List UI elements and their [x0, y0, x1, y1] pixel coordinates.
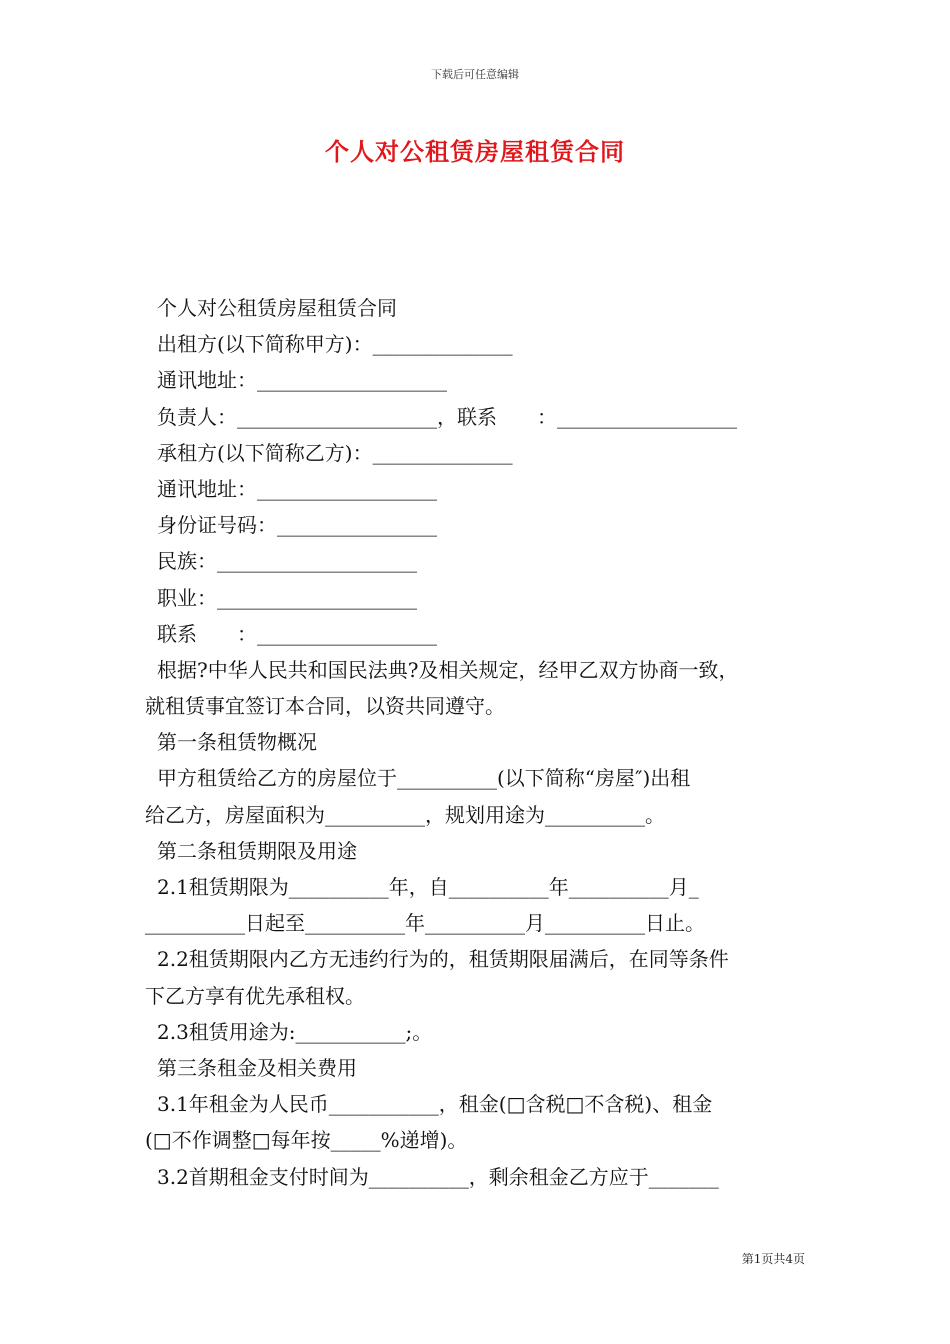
- body-line: 出租方(以下简称甲方)：______________: [157, 332, 513, 357]
- body-line: 个人对公租赁房屋租赁合同: [157, 296, 397, 320]
- document-body: [145, 290, 810, 1195]
- body-line: 2.2租赁期限内乙方无违约行为的，租赁期限届满后，在同等条件: [157, 947, 729, 972]
- body-line: 下乙方享有优先承租权。: [145, 983, 365, 1008]
- body-line: 3.2首期租金支付时间为__________，剩余租金乙方应于_______: [157, 1164, 719, 1189]
- article-heading: 第三条租金及相关费用: [157, 1055, 357, 1080]
- page-number: 第1页共4页: [741, 1252, 805, 1266]
- body-line: 3.1年租金为人民币___________，租金(□含税□不含税)、租金: [157, 1092, 713, 1117]
- body-line: 就租赁事宜签订本合同，以资共同遵守。: [145, 694, 505, 719]
- body-line: 2.1租赁期限为__________年，自__________年__________月_: [157, 875, 699, 899]
- body-line: 负责人：____________________，联系 ：__________________: [157, 404, 737, 429]
- body-line: 根据?中华人民共和国民法典?及相关规定，经甲乙双方协商一致，: [157, 657, 739, 682]
- body-line: 2.3租赁用途为:___________;。: [157, 1019, 433, 1044]
- body-line: 联系 ：__________________: [157, 621, 437, 646]
- body-line: (□不作调整□每年按_____%递增)。: [145, 1128, 468, 1153]
- body-line: 通讯地址：__________________: [157, 476, 437, 501]
- body-line: 通讯地址：___________________: [157, 368, 447, 393]
- article-heading: 第一条租赁物概况: [157, 730, 317, 755]
- article-heading: 第二条租赁期限及用途: [157, 838, 357, 863]
- body-line: 民族：____________________: [157, 549, 417, 574]
- body-line: 甲方租赁给乙方的房屋位于__________(以下简称“房屋″)出租: [157, 766, 691, 791]
- document-title: 个人对公租赁房屋租赁合同: [325, 137, 625, 166]
- body-line: 给乙方，房屋面积为__________，规划用途为__________。: [145, 802, 665, 827]
- body-line: __________日起至__________年__________月__________日止。: [145, 911, 705, 936]
- body-line: 职业：____________________: [157, 585, 417, 610]
- header-note: 下载后可任意编辑: [431, 68, 519, 81]
- body-line: 承租方(以下简称乙方)：______________: [157, 440, 513, 465]
- body-line: 身份证号码：________________: [157, 513, 437, 538]
